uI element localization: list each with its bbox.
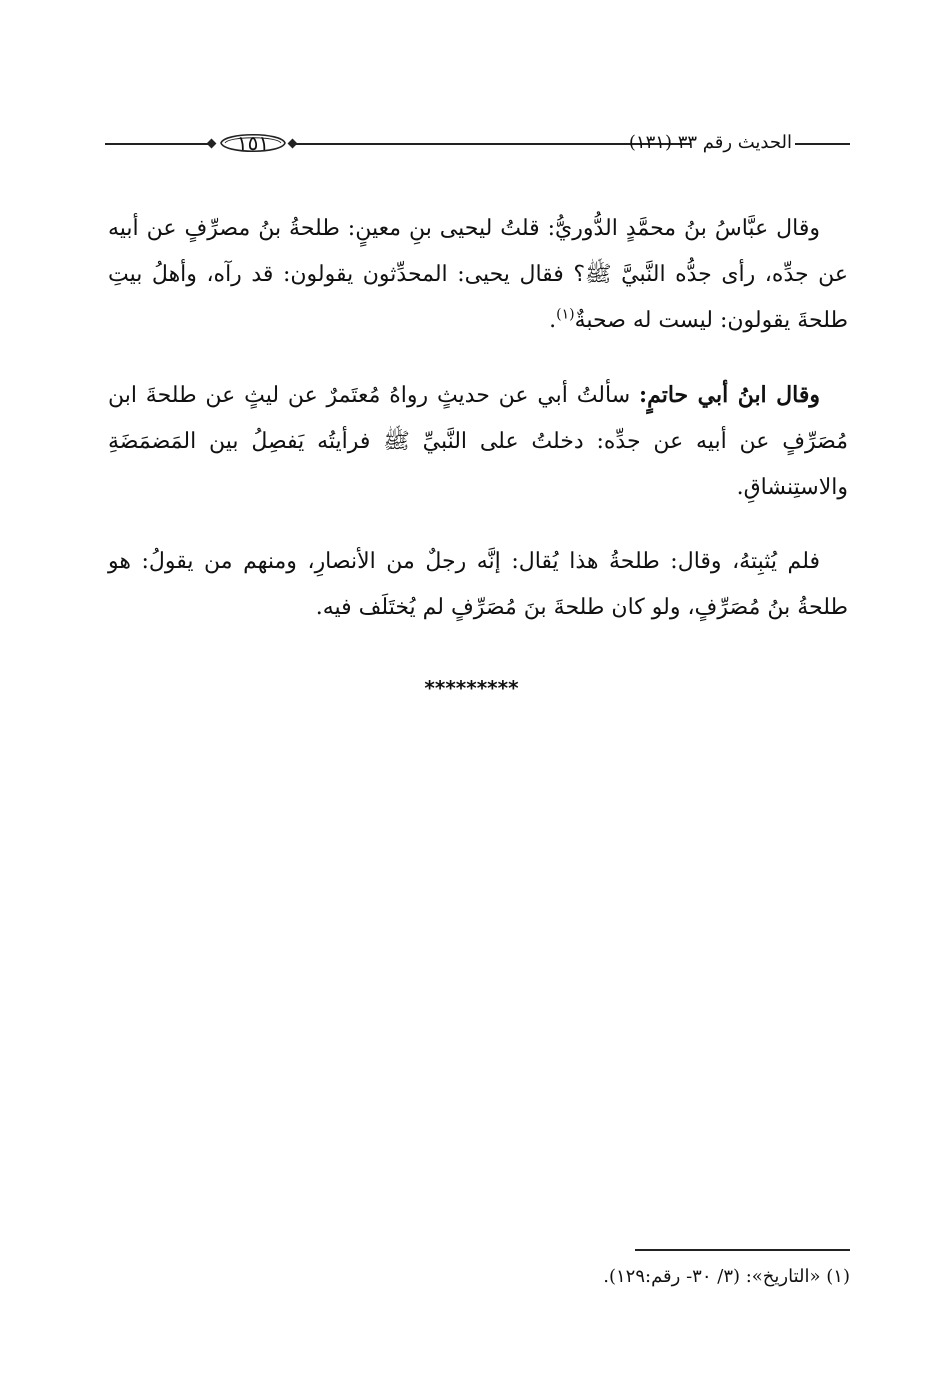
footnote-rule bbox=[635, 1249, 850, 1251]
header-rule-right bbox=[795, 143, 850, 145]
page-header bbox=[105, 122, 850, 162]
paragraph-1-text: وقال عبَّاسُ بنُ محمَّدٍ الدُّوريُّ: قلتُ ليحيى بنِ معينٍ: طلحةُ بنُ مصرِّفٍ عن أبيه عن جدِّه، رأى جدُّه النَّبيَّ ﷺ؟ فقال يحيى: المحدِّثون يقولون: قد رآه، وأهلُ بيتِ طلحةَ يقولون: ليست له صحبةٌ bbox=[108, 216, 848, 333]
header-rule-left bbox=[105, 143, 210, 145]
footnote: (١) «التاريخ»: (٣/ ٣٠- رقم:١٢٩). bbox=[603, 1266, 850, 1287]
running-title: الحديث رقم ٣٣ (١٣١) bbox=[628, 132, 792, 153]
paragraph-1 bbox=[108, 206, 848, 344]
paragraph-3 bbox=[108, 539, 848, 631]
main-text bbox=[108, 206, 848, 659]
paragraph-3-text: فلم يُثبِتهُ، وقال: طلحةُ هذا يُقال: إنَّه رجلٌ من الأنصارِ، ومنهم من يقولُ: هو طلحةُ بنُ مُصَرِّفٍ، ولو كان طلحةَ بنَ مُصَرِّفٍ لم يُختَلَف فيه. bbox=[108, 549, 848, 620]
footnote-reference: (١) bbox=[556, 306, 575, 323]
paragraph-1-tail: . bbox=[549, 308, 557, 333]
paragraph-2-lead: وقال ابنُ أبي حاتمٍ: bbox=[638, 382, 820, 408]
page-number: ١٥١ bbox=[236, 131, 270, 155]
paragraph-2 bbox=[108, 372, 848, 511]
section-separator: ********* bbox=[424, 676, 519, 700]
paragraph-2-text: سألتُ أبي عن حديثٍ رواهُ مُعتَمرٌ عن ليثٍ عن طلحةَ ابن مُصَرِّفٍ عن أبيه عن جدِّه: دخلتُ على النَّبيِّ ﷺ فرأيتُه يَفصِلُ بين المَضمَضَةِ والاستِنشاقِ. bbox=[108, 383, 848, 500]
